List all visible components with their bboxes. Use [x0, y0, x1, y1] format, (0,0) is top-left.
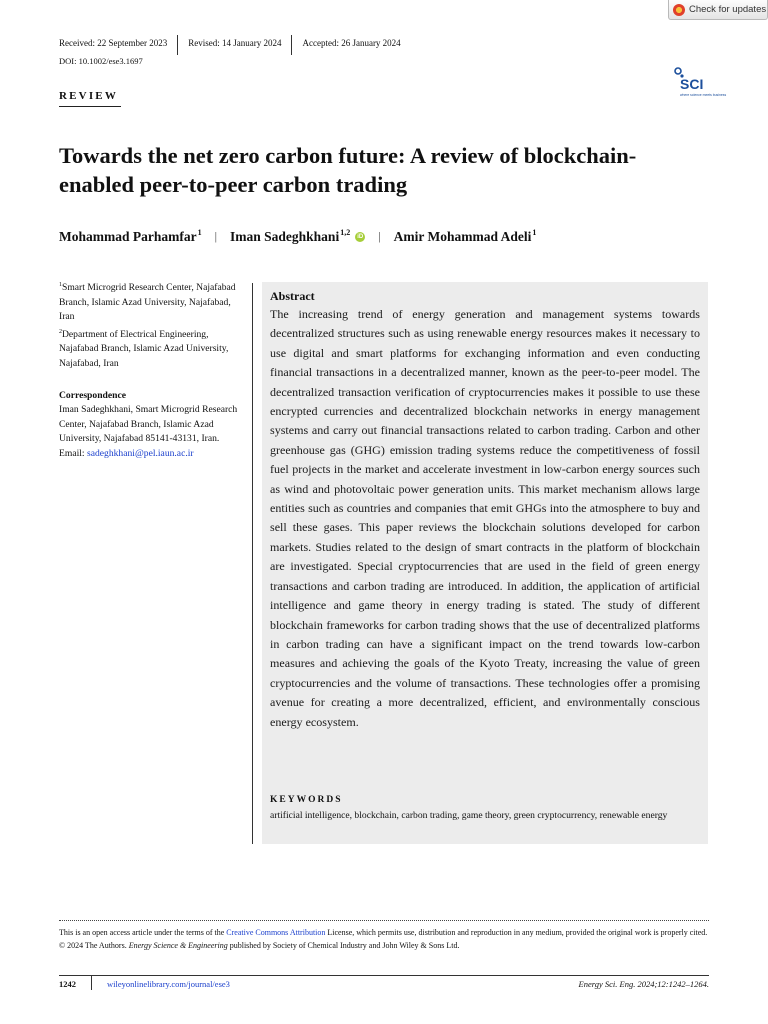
crossmark-icon [673, 4, 685, 16]
license-pre: This is an open access article under the terms of the [59, 928, 227, 937]
orcid-icon[interactable]: iD [357, 233, 364, 240]
author-3[interactable] [394, 228, 537, 245]
section-underline [59, 106, 121, 107]
abstract-heading: Abstract [270, 289, 315, 303]
footer-divider [59, 920, 709, 921]
author-name: Mohammad Parhamfar [59, 229, 197, 244]
received-date: Received: 22 September 2023 [59, 38, 168, 48]
accepted-date: Accepted: 26 January 2024 [302, 38, 401, 48]
logo-tagline: where science meets business [680, 93, 727, 97]
author-affiliation-marker: 1 [532, 228, 537, 237]
copyright-post: published by Society of Chemical Industry and John Wiley & Sons Ltd. [227, 941, 460, 951]
article-dates [59, 37, 411, 56]
journal-site-link[interactable]: wileyonlinelibrary.com/journal/ese3 [107, 979, 230, 989]
footer-separator [91, 976, 92, 990]
author-2[interactable] [230, 228, 350, 245]
check-for-updates-button[interactable] [668, 0, 768, 20]
correspondence-text: Iman Sadeghkhani, Smart Microgrid Research Center, Najafabad Branch, Islamic Azad University, Najafabad 85141-43131, Iran. [59, 404, 238, 445]
affiliations-column [59, 278, 243, 462]
author-list [59, 228, 536, 245]
license-post: License, which permits use, distribution and reproduction in any medium, provided the original work is properly cited. [325, 928, 708, 937]
column-divider [252, 283, 253, 844]
email-label: Email: [59, 447, 87, 459]
citation-text: Energy Sci. Eng. 2024;12:1242–1264. [578, 979, 709, 989]
abstract-box [262, 282, 708, 844]
correspondence-email [59, 447, 243, 462]
logo-text: SCI [680, 76, 704, 92]
creative-commons-link[interactable]: Creative Commons Attribution [226, 928, 326, 937]
affiliation-2 [59, 325, 243, 372]
check-for-updates-label: Check for updates [689, 4, 767, 15]
license-note [59, 926, 711, 952]
affiliation-text: Smart Microgrid Research Center, Najafabad Branch, Islamic Azad University, Najafabad, Iran [59, 282, 236, 323]
journal-citation [579, 979, 709, 989]
sci-logo [674, 66, 727, 102]
affiliation-marker: 2 [59, 328, 62, 335]
author-affiliation-marker: 1 [197, 228, 202, 237]
author-separator: | [378, 229, 381, 243]
author-affiliation-marker: 1,2 [340, 228, 351, 237]
abstract-text: The increasing trend of energy generation and management systems towards decentralized structures such as using renewable energy resources makes it necessary to use digital and smart platforms for exchanging information and even conducting financial transactions in a decentralized manner, known as the peer-to-peer model. The decentralized transaction verification of cryptocurrencies makes it possible to use these encrypted currencies and decentralized blockchain networks in energy management systems and carry out financial transactions related to carbon trading. Carbon and other greenhouse gas (GHG) emission trading systems reduce the competitiveness of fossil fuel projects in the market and accelerate investment in low-carbon energy sources such as wind and photovoltaic power generation units. This market mechanism allows large entities such as countries and companies that emit GHGs into the atmosphere to buy and sell these gases. This paper reviews the blockchain solutions developed for carbon markets. Studies related to the design of smart contracts in the platform of blockchain are investigated. Special cryptocurrencies that are used in the field of green energy transactions and carbon trading are introduced. In addition, the application of artificial intelligence and game theory in energy trading is stated. The study of different blockchain frameworks for carbon trading shows that the use of decentralized platforms in carbon trading can have a significant impact on the trend towards low-carbon measures and achieving the goals of the Kyoto Treaty, increasing the value of green cryptocurrencies and the volume of transactions. These technologies offer a promising avenue for creating a more decentralized, efficient, and environmentally conscious energy ecosystem. [270, 307, 700, 729]
affiliation-1 [59, 278, 243, 325]
email-link[interactable]: sadeghkhani@pel.iaun.ac.ir [86, 447, 194, 459]
affiliation-text: Department of Electrical Engineering, Najafabad Branch, Islamic Azad University, Najafabad, Iran [59, 328, 229, 369]
correspondence-heading: Correspondence [59, 389, 126, 401]
revised-date: Revised: 14 January 2024 [188, 38, 282, 48]
page-number: 1242 [59, 979, 76, 989]
copyright-text [59, 939, 711, 952]
section-label: REVIEW [59, 90, 119, 102]
keywords-heading: KEYWORDS [270, 795, 343, 805]
copyright-pre: © 2024 The Authors. [59, 941, 129, 951]
page-footer-rule [59, 975, 709, 976]
journal-name: Energy Science & Engineering [128, 941, 228, 951]
author-name: Iman Sadeghkhani [230, 229, 340, 244]
author-1[interactable] [59, 228, 202, 245]
doi: DOI: 10.1002/ese3.1697 [59, 56, 143, 66]
author-name: Amir Mohammad Adeli [393, 229, 532, 244]
keywords-text: artificial intelligence, blockchain, carbon trading, game theory, green cryptocurrency, renewable energy [270, 810, 668, 821]
author-separator: | [214, 229, 218, 243]
article-title: Towards the net zero carbon future: A review of blockchain-enabled peer-to-peer carbon trading [59, 143, 637, 197]
affiliation-marker: 1 [59, 282, 62, 288]
license-text [59, 926, 711, 939]
